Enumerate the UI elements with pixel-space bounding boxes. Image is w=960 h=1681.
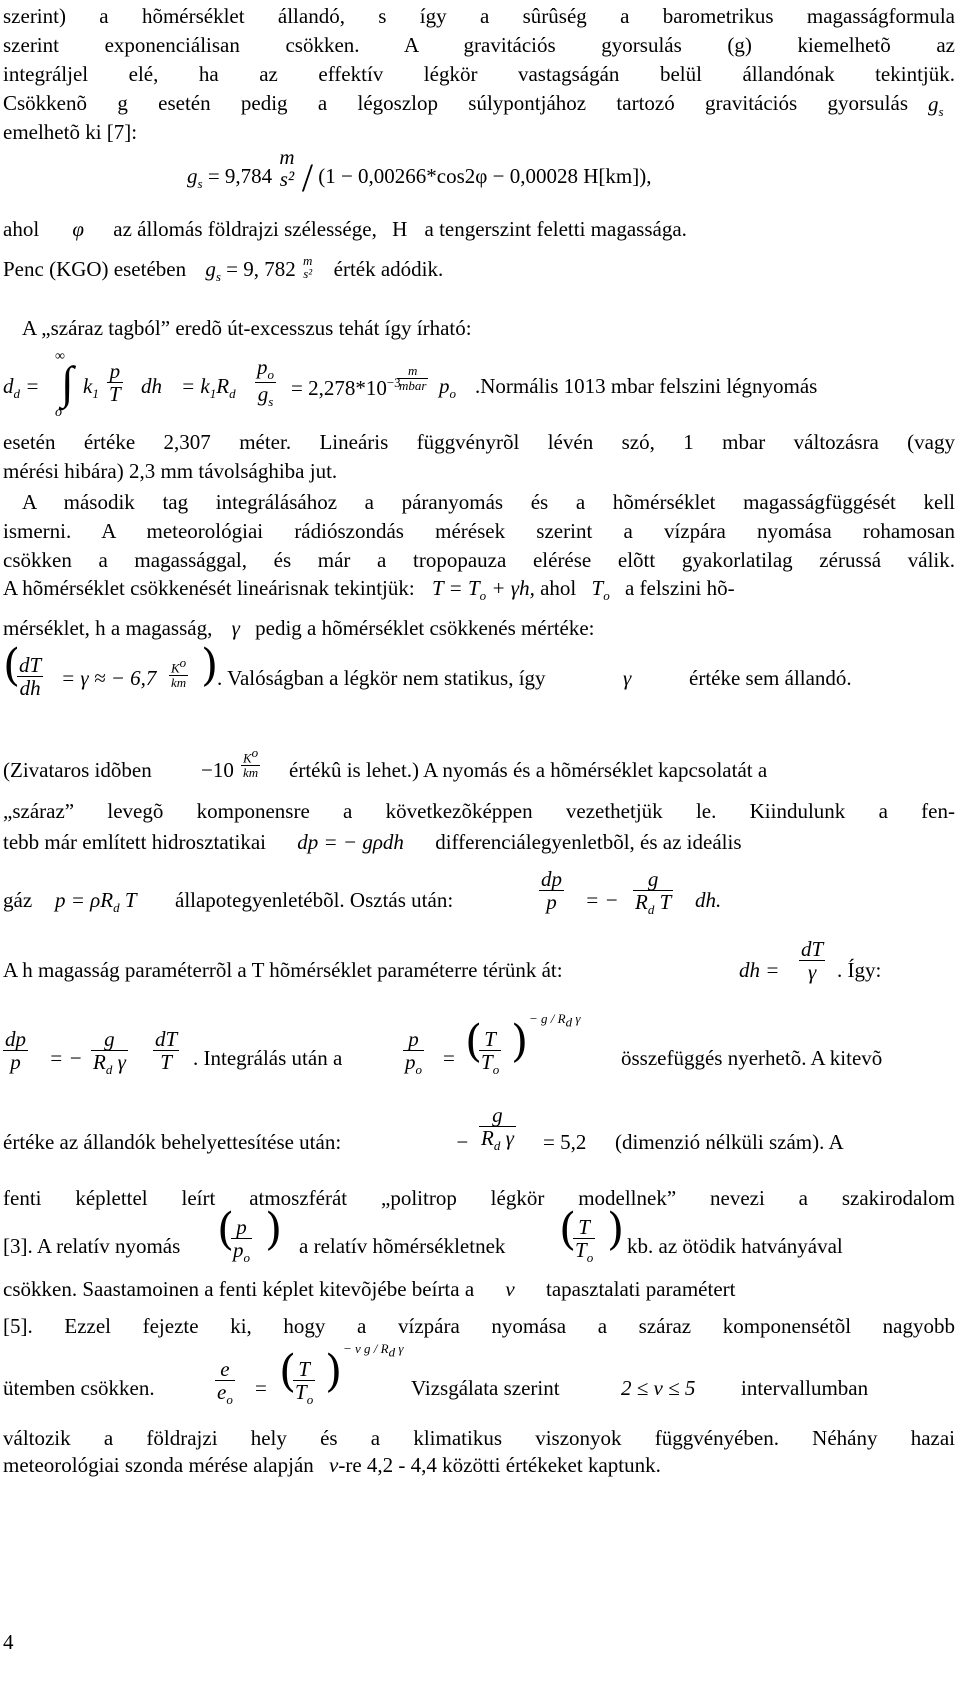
paragraph-6-line5 xyxy=(3,1312,955,1341)
eq2-dh: dh xyxy=(141,374,162,398)
line4-eq: $T = T_o + \gamma h$, xyxy=(431,576,535,604)
p6-lparen1: ( xyxy=(217,1204,235,1255)
p5-text2: . Így: xyxy=(837,958,882,982)
p4-line3b: állapotegyenletébõl. Osztás után: xyxy=(175,888,454,912)
dry-intro: A „száraz tagból” eredõ út-excesszus tehát így írható: xyxy=(22,316,472,340)
p6-frac-T: $\frac{T}{T_o}$ xyxy=(575,1215,594,1266)
paragraph-7-line1 xyxy=(3,1340,955,1420)
eq3-unit: $\frac{K^o}{km}$ xyxy=(171,655,187,690)
p7-text3: intervallumban xyxy=(741,1376,869,1400)
paragraph-1 xyxy=(3,2,955,147)
p4-line2a: tebb már említett hidrosztatikai xyxy=(3,830,267,854)
p4-frac1: $\frac{dp}{p}$ xyxy=(541,867,562,915)
eq2-k1: $k_1$ xyxy=(83,374,99,402)
penc-eq: = 9, 782 xyxy=(226,257,296,281)
eq4-eq: = xyxy=(443,1046,455,1070)
p6-value: = 5,2 xyxy=(543,1130,587,1154)
eq2-lhs: $d_d$ = xyxy=(3,374,40,402)
penc-text1: Penc (KGO) esetében xyxy=(3,257,187,281)
p4-state-eq: $p = \rho R_d$ T xyxy=(55,888,137,916)
eq4-frac4: $\frac{p}{p_o}$ xyxy=(405,1027,422,1078)
text-line: mérési hibára) 2,3 mm távolsághiba jut. xyxy=(3,459,338,483)
text-line: szerint) a hõmérséklet állandó, s így a sûrûség a barometrikus magasságformula xyxy=(3,4,955,28)
p4-hydro-eq: dp = − gρdh xyxy=(297,830,404,854)
para3-line4 xyxy=(3,578,955,602)
paragraph-6-line4 xyxy=(3,1279,955,1300)
line5b: pedig a hõmérséklet csökkenés mértéke: xyxy=(255,616,595,640)
paragraph-4 xyxy=(3,797,955,826)
eq4-lparen: ( xyxy=(465,1016,483,1067)
eq3-lparen: ( xyxy=(3,640,21,691)
nu-symbol: ν xyxy=(329,1453,339,1477)
eq2-po: $p_o$ xyxy=(439,374,456,402)
penc-text2: érték adódik. xyxy=(333,257,444,281)
p4-mid: = − xyxy=(585,888,619,912)
p4-gaz: gáz xyxy=(3,888,33,912)
para4-line2 xyxy=(3,832,955,853)
text-line: ismerni. A meteorológiai rádiószondás mérések szerint a vízpára nyomása rohamosan xyxy=(3,519,955,543)
p6-frac-p: $\frac{p}{p_o}$ xyxy=(233,1215,250,1266)
paragraph-5 xyxy=(3,936,955,996)
eq3-rparen: ) xyxy=(201,640,219,691)
line4c: a felszini hõ- xyxy=(624,576,735,600)
p4-line2b: differenciálegyenletbõl, és az ideális xyxy=(435,830,742,854)
eq3-tail2: értéke sem állandó. xyxy=(689,666,852,690)
p6-line3b: a relatív hõmérsékletnek xyxy=(299,1234,506,1258)
p6-line4b: tapasztalati paramétert xyxy=(546,1277,736,1301)
p7-rparen: ) xyxy=(325,1346,343,1397)
eq2-int-upper: ∞ xyxy=(55,349,65,364)
eq1-unit-num: m xyxy=(279,144,295,169)
p7-line3b: -re 4,2 - 4,4 közötti értékeket kaptunk. xyxy=(338,1453,661,1477)
p6-text1: értéke az állandók behelyettesítése után: xyxy=(3,1130,342,1154)
p6-text2: (dimenzió nélküli szám). A xyxy=(615,1130,844,1154)
p6-frac: $\frac{g}{R_d \gamma}$ xyxy=(481,1103,514,1154)
p6-rparen2: ) xyxy=(607,1204,625,1255)
phi-symbol: φ xyxy=(72,217,85,241)
eq3-frac: $\frac{dT}{dh}$ xyxy=(19,653,42,701)
eq4-mid: = − xyxy=(49,1046,83,1070)
paragraph-7-line3 xyxy=(3,1455,661,1476)
p6-lparen2: ( xyxy=(559,1204,577,1255)
p7-frac-e: $\frac{e}{e_o}$ xyxy=(217,1357,233,1408)
penc-unit-den: s² xyxy=(303,266,313,282)
text-line: csökken a magassággal, és már a tropopauza elérése elõtt gyakorlatilag zérussá válik. xyxy=(3,548,955,572)
p7-range: 2 ≤ ν ≤ 5 xyxy=(621,1376,696,1400)
p7-eq: = xyxy=(255,1376,267,1400)
equation-polytrope xyxy=(3,1008,955,1088)
ahol-word: ahol xyxy=(3,217,40,241)
paragraph-7 xyxy=(3,1424,955,1453)
paragraph-2 xyxy=(3,428,955,486)
p7-text1: ütemben csökken. xyxy=(3,1376,155,1400)
p7-text2: Vizsgálata szerint xyxy=(411,1376,560,1400)
eq1-lhs-sub: s xyxy=(197,176,203,191)
gamma-symbol: γ xyxy=(231,616,240,640)
penc-line xyxy=(3,252,444,285)
text-line: fenti képlettel leírt atmoszférát „politrop légkör modellnek” nevezi a szakirodalom xyxy=(3,1186,955,1210)
integral-sign: ∫ xyxy=(61,357,74,408)
p4-dh: dh. xyxy=(695,888,722,912)
eq2-frac1: $\frac{p}{T}$ xyxy=(109,359,121,407)
paragraph-6-line3 xyxy=(3,1204,955,1268)
eq2-frac2: $\frac{p_o}{g_s}$ xyxy=(257,355,274,410)
paragraph-3 xyxy=(3,488,955,575)
text-line: integráljel elé, ha az effektív légkör vastagságán belül állandónak tekintjük. xyxy=(3,62,955,86)
text-line: szerint exponenciálisan csökken. A gravitációs gyorsulás (g) kiemelhetõ az xyxy=(3,33,955,57)
zivatar-value: −10 xyxy=(201,758,234,782)
eq3-gamma: γ xyxy=(623,666,632,690)
eq4-frac3: $\frac{dT}{T}$ xyxy=(155,1027,178,1075)
p5-text1: A h magasság paraméterrõl a T hõmérséklet paraméterre térünk át: xyxy=(3,958,563,982)
eq4-rparen: ) xyxy=(511,1016,529,1067)
text-line: emelhetõ ki [7]: xyxy=(3,120,138,144)
zivatar-unit: $\frac{K^o}{km}$ xyxy=(243,745,259,780)
penc-gs: g xyxy=(205,257,216,281)
p7-frac-T: $\frac{T}{T_o}$ xyxy=(295,1357,314,1408)
zivatar-text1: (Zivataros idõben xyxy=(3,758,152,782)
line4a: A hõmérséklet csökkenését lineárisnak tekintjük: xyxy=(3,576,415,600)
eq2-tail: .Normális 1013 mbar felszini légnyomás xyxy=(475,374,818,398)
eq1-unit-den: s² xyxy=(279,167,295,191)
eq3-tail1: . Valóságban a légkör nem statikus, így xyxy=(217,666,546,690)
eq2-result: = $2,278*10^{-3}$ xyxy=(291,375,401,400)
zivatar-line xyxy=(3,732,955,782)
text-line: „száraz” levegõ komponensre a következõképpen vezethetjük le. Kiindulunk a fen- xyxy=(3,799,955,823)
line4-To: $T_o$ xyxy=(591,576,610,604)
para3-line5 xyxy=(3,618,595,639)
eq4-frac1: $\frac{dp}{p}$ xyxy=(5,1027,26,1075)
gs-symbol: $g_s$ xyxy=(928,92,944,120)
para4-line3 xyxy=(3,862,955,922)
p7-lparen: ( xyxy=(279,1346,297,1397)
eq2-k1Rd: = $k_1R_d$ xyxy=(181,374,236,402)
eq2-int-lower: o xyxy=(55,405,62,420)
equation-dry-delay xyxy=(3,349,955,422)
ahol-line xyxy=(3,219,955,240)
H-symbol: H xyxy=(392,217,408,241)
penc-gs-sub: s xyxy=(215,269,221,285)
eq1-lhs: g xyxy=(187,163,198,188)
paragraph-6-line1 xyxy=(3,1098,955,1168)
p4-frac2: $\frac{g}{R_d T}$ xyxy=(635,867,672,918)
eq2-unit: m mbar xyxy=(399,363,427,393)
p6-line3c: kb. az ötödik hatványával xyxy=(627,1234,843,1258)
text-line: A második tag integrálásához a páranyomás és a hõmérséklet magasságfüggését kell xyxy=(22,490,955,514)
eq4-frac5: $\frac{T}{T_o}$ xyxy=(481,1027,500,1078)
eq4-text: . Integrálás után a xyxy=(193,1046,343,1070)
p5-eq-lhs: dh = xyxy=(739,958,780,982)
text-line: változik a földrajzi hely és a klimatikus viszonyok függvényében. Néhány hazai xyxy=(3,1426,955,1450)
eq3-mid: = γ ≈ − 6,7 xyxy=(61,666,157,690)
eq1-coef: = 9,784 xyxy=(207,163,273,188)
zivatar-text2: értékû is lehet.) A nyomás és a hõmérséklet kapcsolatát a xyxy=(289,758,768,782)
line5a: mérséklet, h a magasság, xyxy=(3,616,213,640)
page-number: 4 xyxy=(3,1630,14,1654)
equation-lapse-rate xyxy=(3,640,955,708)
nu-symbol: ν xyxy=(505,1277,515,1301)
equation-gravity: $g_s = 9,784$ m s² / (1 − 0,00266*cos2φ − 0,00028 H[km]), xyxy=(187,144,652,200)
p6-line3a: [3]. A relatív nyomás xyxy=(3,1234,181,1258)
penc-unit-num: m xyxy=(303,252,313,268)
ahol-text2: a tengerszint feletti magassága. xyxy=(424,217,687,241)
text-line: esetén értéke 2,307 méter. Lineáris függvényrõl lévén szó, 1 mbar változásra (vagy xyxy=(3,430,955,454)
eq4-tail: összefüggés nyerhetõ. A kitevõ xyxy=(621,1046,883,1070)
p6-rparen1: ) xyxy=(265,1204,283,1255)
p7-line3a: meteorológiai szonda mérése alapján xyxy=(3,1453,314,1477)
text-line: Csökkenõ g esetén pedig a légoszlop súlypontjához tartozó gravitációs gyorsulás xyxy=(3,91,908,115)
eq4-frac2: $\frac{g}{R_d \gamma}$ xyxy=(93,1027,126,1078)
line4b: ahol xyxy=(540,576,577,600)
p7-exponent: − ν g / $R_d$ γ xyxy=(343,1341,404,1360)
eq1-body: (1 − 0,00266*cos2φ − 0,00028 H[km]), xyxy=(318,163,652,188)
p5-frac: $\frac{dT}{\gamma}$ xyxy=(801,937,824,985)
text-line: [5]. Ezzel fejezte ki, hogy a vízpára nyomása a száraz komponensétõl nagyobb xyxy=(3,1314,955,1338)
eq4-exponent: − g / $R_d$ γ xyxy=(529,1011,581,1030)
p6-line4a: csökken. Saastamoinen a fenti képlet kitevõjébe beírta a xyxy=(3,1277,475,1301)
p6-minus: − xyxy=(455,1130,470,1154)
ahol-text1: az állomás földrajzi szélessége, xyxy=(113,217,377,241)
